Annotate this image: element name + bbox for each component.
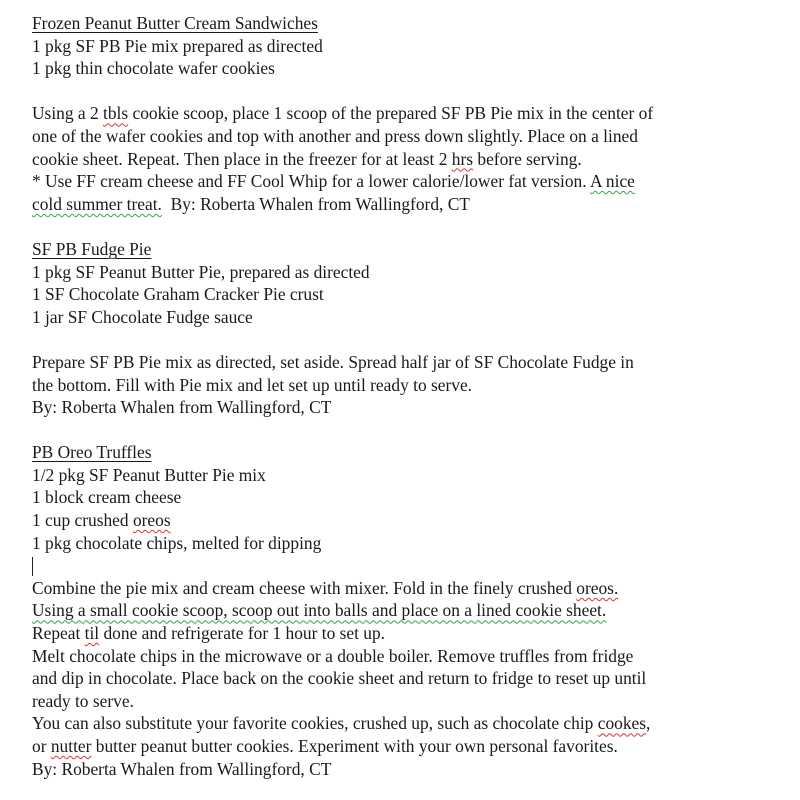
spelling-error[interactable]: oreos.: [576, 577, 619, 598]
text-run: cookie scoop, place 1 scoop of the prepared SF PB Pie mix in the center of: [128, 103, 654, 124]
text-run: ,: [646, 713, 651, 734]
instruction-line: Melt chocolate chips in the microwave or a double boiler. Remove truffles from fridge: [32, 645, 634, 666]
instruction-line: [32, 148, 792, 171]
instruction-line: [32, 193, 792, 216]
ingredient-line: [32, 509, 792, 532]
spelling-error[interactable]: hrs: [451, 148, 474, 169]
text-run: Repeat: [32, 623, 85, 644]
blank-line: [32, 419, 792, 442]
grammar-error[interactable]: A nice: [589, 171, 635, 192]
ingredient-line: 1 block cream cheese: [32, 487, 182, 508]
text-run: butter peanut butter cookies. Experiment with your own personal favorites.: [91, 736, 618, 756]
text-run: cookie sheet. Repeat. Then place in the freezer for at least 2: [32, 148, 452, 169]
instruction-line: and dip in chocolate. Place back on the cookie sheet and return to fridge to reset up until: [32, 668, 647, 689]
ingredient-line: 1 pkg SF PB Pie mix prepared as directed: [32, 35, 323, 56]
instruction-line: ready to serve.: [32, 690, 134, 711]
author-credit: By: Roberta Whalen from Wallingford, CT: [32, 758, 332, 779]
grammar-error[interactable]: Using a small cookie scoop, scoop out into balls and place on a lined cookie sheet.: [32, 600, 607, 621]
spelling-error[interactable]: oreos: [132, 510, 171, 531]
blank-line: [32, 328, 792, 351]
document-body[interactable]: [32, 12, 792, 780]
text-run: or: [32, 736, 51, 756]
text-run: * Use FF cream cheese and FF Cool Whip for a lower calorie/lower fat version.: [32, 171, 590, 192]
spelling-error[interactable]: cookes: [597, 713, 647, 734]
instruction-line: [32, 712, 792, 735]
ingredient-line: 1 pkg SF Peanut Butter Pie, prepared as directed: [32, 261, 370, 282]
text-cursor: [32, 557, 33, 576]
spelling-error[interactable]: nutter: [50, 736, 92, 756]
text-run: Using a 2: [32, 103, 104, 124]
text-run: You can also substitute your favorite cookies, crushed up, such as chocolate chip: [32, 713, 598, 734]
author-credit: By: Roberta Whalen from Wallingford, CT: [32, 397, 332, 418]
blank-line: [32, 554, 792, 577]
recipe-title: SF PB Fudge Pie: [32, 238, 152, 259]
spelling-error[interactable]: til: [84, 623, 100, 644]
recipe-title: Frozen Peanut Butter Cream Sandwiches: [32, 13, 318, 33]
text-run: done and refrigerate for 1 hour to set up.: [99, 623, 386, 644]
text-run: 1 cup crushed: [32, 510, 133, 531]
instruction-line: [32, 735, 792, 758]
ingredient-line: 1 SF Chocolate Graham Cracker Pie crust: [32, 284, 324, 305]
instruction-line: Prepare SF PB Pie mix as directed, set aside. Spread half jar of SF Chocolate Fudge in: [32, 351, 634, 372]
ingredient-line: 1 jar SF Chocolate Fudge sauce: [32, 306, 253, 327]
ingredient-line: 1/2 pkg SF Peanut Butter Pie mix: [32, 464, 266, 485]
instruction-line: [32, 622, 792, 645]
blank-line: [32, 80, 792, 103]
text-run: Combine the pie mix and cream cheese with mixer. Fold in the finely crushed: [32, 577, 577, 598]
spelling-error[interactable]: tbls: [103, 103, 129, 124]
recipe-title: PB Oreo Truffles: [32, 442, 152, 463]
author-credit: By: Roberta Whalen from Wallingford, CT: [161, 193, 470, 214]
ingredient-line: 1 pkg thin chocolate wafer cookies: [32, 58, 275, 79]
instruction-line: [32, 102, 792, 125]
instruction-line: one of the wafer cookies and top with another and press down slightly. Place on a lined: [32, 125, 638, 146]
text-run: before serving.: [473, 148, 582, 169]
instruction-line: the bottom. Fill with Pie mix and let set up until ready to serve.: [32, 374, 473, 395]
ingredient-line: 1 pkg chocolate chips, melted for dipping: [32, 532, 322, 553]
instruction-line: [32, 599, 792, 622]
grammar-error[interactable]: cold summer treat.: [32, 193, 162, 214]
blank-line: [32, 215, 792, 238]
instruction-line: [32, 170, 792, 193]
instruction-line: [32, 577, 792, 600]
